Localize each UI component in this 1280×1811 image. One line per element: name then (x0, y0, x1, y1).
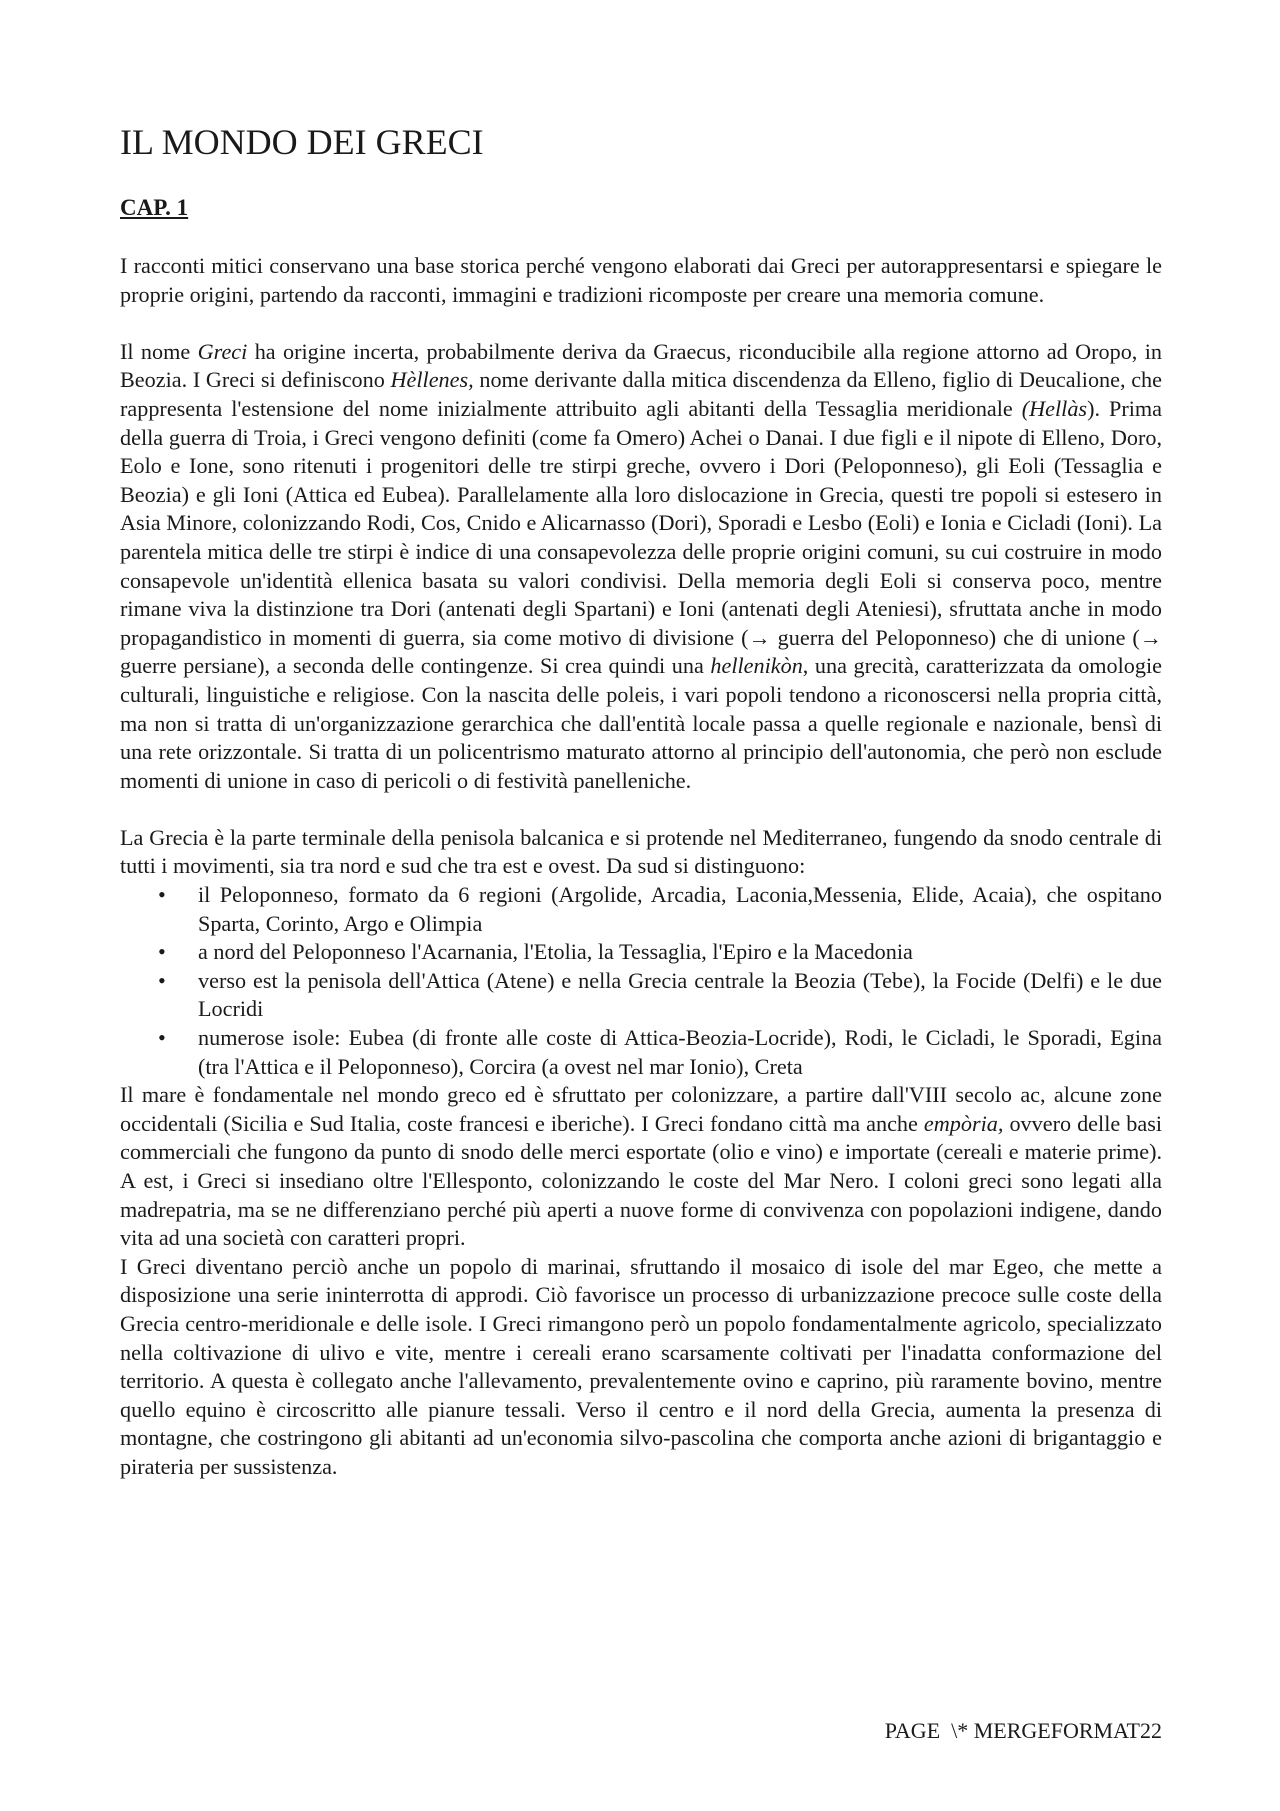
document-title: IL MONDO DEI GRECI (120, 122, 484, 162)
paragraph-text: I racconti mitici conservano una base storica perché vengono elaborati dai Greci per autorappresentarsi e spiegare le proprie origini, partendo da racconti, immagini e tradizioni ricomposte per creare una memoria comune. (120, 253, 1162, 307)
paragraph-name-origins (120, 338, 1162, 796)
italic-term: (Hellàs (1021, 395, 1088, 421)
paragraph-text: La Grecia è la parte terminale della penisola balcanica e si protende nel Mediterraneo, fungendo da snodo centrale di tutti i movimenti, sia tra nord e sud che tra est e ovest. Da sud si distinguono: (120, 824, 1162, 879)
list-item: • il Peloponneso, formato da 6 regioni (Argolide, Arcadia, Laconia,Messenia, Elide, Acaia), che ospitano Sparta, Corinto, Argo e Olimpia (198, 881, 1162, 938)
text-segment: Il mare è fondamentale nel mondo greco ed è sfruttato per colonizzare, a partire dall'VIII secolo ac, alcune zone occidentali (Sicilia e Sud Italia, coste francesi e iberiche). I Greci fondano città ma anche (120, 1082, 1162, 1136)
text-segment: ). Prima della guerra di Troia, i Greci vengono definiti (come fa Omero) Achei o Danai. I due figli e il nipote di Elleno, Doro, Eolo e Ione, sono ritenuti i progenitori delle tre stirpi greche, ovvero i Dori (Peloponneso), gli Eoli (Tessaglia e Beozia) e gli Ioni (Attica ed Eubea). Parallelamente alla loro dislocazione in Grecia, questi tre popoli si estesero in Asia Minore, colonizzando Rodi, Cos, Cnido e Alicarnasso (Dori), Sporadi e Lesbo (Eoli) e Ionia e Cicladi (Ioni). La parentela mitica delle tre stirpi è indice di una consapevolezza delle proprie origini comuni, su cui costruire in modo consapevole un'identità ellenica basata su valori condivisi. Della memoria degli Eoli si conserva poco, mentre rimane viva la distinzione tra Dori (antenati degli Spartani) e Ioni (antenati degli Ateniesi), sfruttata anche in modo propagandistico in momenti di guerra, sia come motivo di divisione (→ guerra del Peloponneso) che di unione (→ guerre persiane), a seconda delle contingenze. Si crea quindi una (120, 395, 1162, 679)
text-segment: ha origine incerta, probabilmente deriva da Graecus, riconducibile alla regione attorno ad Oropo, in Beozia. I Greci si definiscono (120, 338, 1162, 393)
document-page (120, 0, 1162, 1811)
text-segment: ovvero delle basi commerciali che fungono da punto di snodo delle merci esportate (olio e vino) e importate (cereali e materie prime). A est, i Greci si insediano oltre l'Ellesponto, colonizzando le coste del Mar Nero. I coloni greci sono legati alla madrepatria, ma se ne differenziano perché più aperti a nuove forme di convivenza con popolazioni indigene, dando vita ad una società con caratteri propri. (120, 1110, 1162, 1251)
paragraph-sea-colonies (120, 1081, 1162, 1253)
paragraph-text: I Greci diventano perciò anche un popolo di marinai, sfruttando il mosaico di isole del mar Egeo, che mette a disposizione una serie ininterrotta di approdi. Ciò favorisce un processo di urbanizzazione precoce sulle coste della Grecia centro-meridionale e delle isole. I Greci rimangono però un popolo fondamentalmente agricolo, specializzato nella coltivazione di ulivo e vite, mentre i cereali erano scarsamente coltivati per l'inadatta conformazione del territorio. A questa è collegato anche l'allevamento, prevalentemente ovino e caprino, più raramente bovino, mentre quello equino è circoscritto alle pianure tessali. Verso il centro e il nord della Grecia, aumenta la presenza di montagne, che costringono gli abitanti ad un'economia silvo-pascolina che comporta anche azioni di brigantaggio e pirateria per sussistenza. (120, 1253, 1162, 1479)
page-footer-field: PAGE \* MERGEFORMAT22 (884, 1718, 1162, 1743)
chapter-heading: CAP. 1 (120, 195, 189, 220)
text-segment: nome derivante dalla mitica discendenza da Elleno, figlio di Deucalione, che rappresenta l'estensione del nome inizialmente attribuito agli abitanti della Tessaglia meridionale (120, 367, 1162, 421)
text-segment: , una grecità, caratterizzata da omologie culturali, linguistiche e religiose. Con la nascita delle poleis, i vari popoli tendono a riconoscersi nella propria città, ma non si tratta di un'organizzazione gerarchica che dall'entità locale passa a quelle regionale e nazionale, bensì di una rete orizzontale. Si tratta di un policentrismo maturato attorno al principio dell'autonomia, che però non esclude momenti di unione in caso di pericoli o di festività panelleniche. (120, 653, 1163, 793)
list-item: • a nord del Peloponneso l'Acarnania, l'Etolia, la Tessaglia, l'Epiro e la Macedonia (198, 938, 1162, 967)
list-item: • numerose isole: Eubea (di fronte alle coste di Attica-Beozia-Locride), Rodi, le Cicladi, le Sporadi, Egina (tra l'Attica e il Peloponneso), Corcira (a ovest nel mar Ionio), Creta (198, 1024, 1162, 1081)
regions-list (120, 881, 1162, 1081)
paragraph-spacer (120, 309, 1162, 338)
paragraph-spacer (120, 795, 1162, 824)
list-item: • verso est la penisola dell'Attica (Atene) e nella Grecia centrale la Beozia (Tebe), la Focide (Delfi) e le due Locridi (198, 967, 1162, 1024)
italic-term: empòria, (923, 1110, 1004, 1136)
italic-term: Hèllenes, (390, 367, 474, 393)
italic-term: hellenikòn (710, 653, 803, 679)
paragraph-geography (120, 824, 1162, 881)
text-segment: Il nome (120, 338, 198, 364)
paragraph-economy (120, 1253, 1162, 1482)
paragraph-myths (120, 252, 1162, 309)
document-body (120, 252, 1162, 1482)
italic-term: Greci (197, 338, 248, 364)
